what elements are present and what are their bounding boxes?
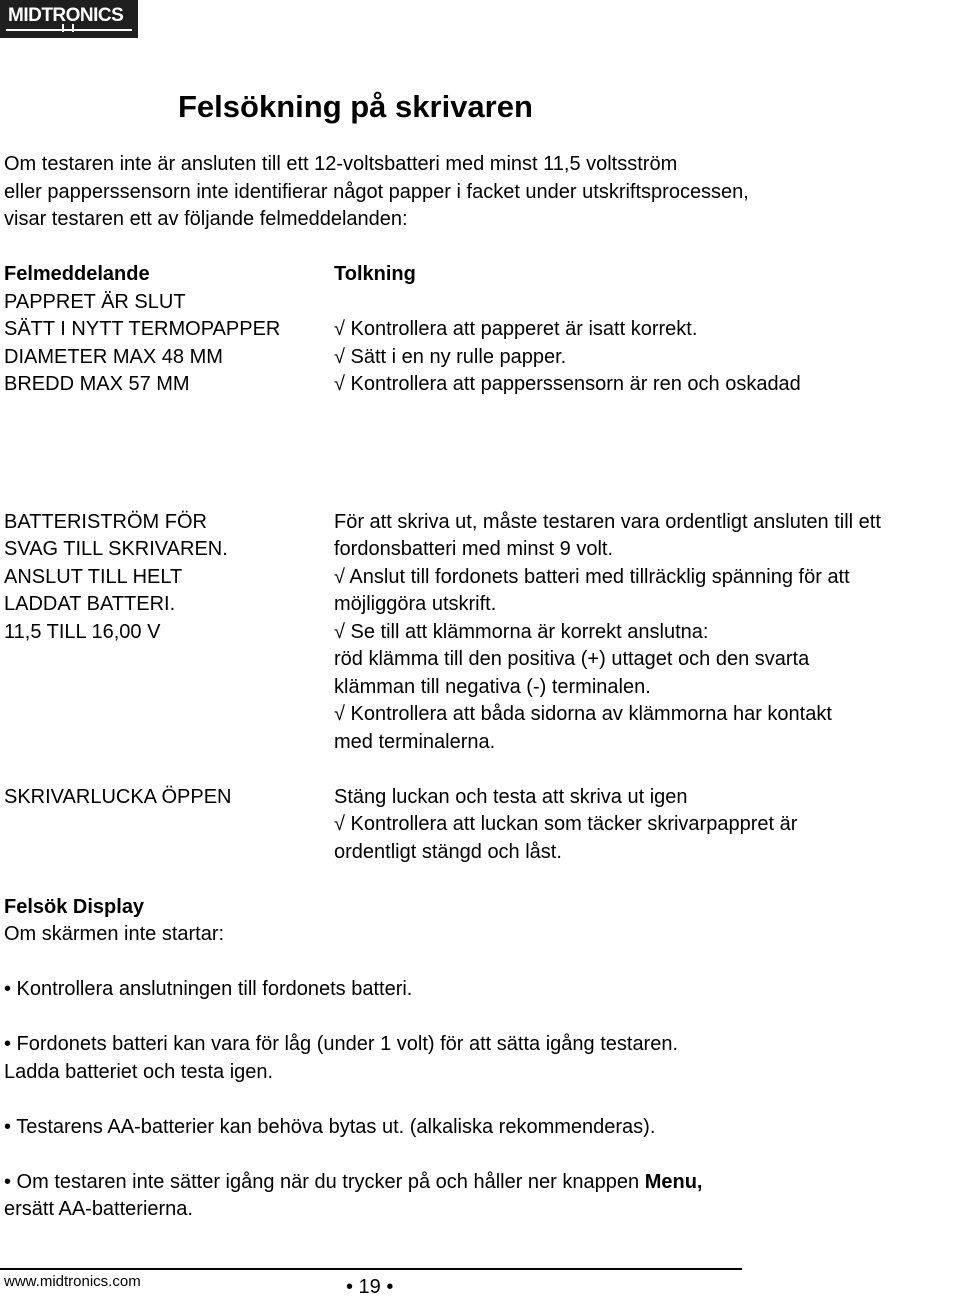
display-bullet-1: • Kontrollera anslutningen till fordonets batteri. — [4, 978, 413, 1000]
display-bullet-3: • Testarens AA-batterier kan behöva bytas ut. (alkaliska rekommenderas). — [4, 1116, 656, 1138]
paper-interpretation-3: √ Kontrollera att papperssensorn är ren och oskadad — [334, 373, 801, 395]
lid-message: SKRIVARLUCKA ÖPPEN — [4, 786, 232, 808]
paper-message-4: BREDD MAX 57 MM — [4, 373, 190, 395]
display-subheading: Om skärmen inte startar: — [4, 923, 225, 945]
display-bullet-2-line-1: • Fordonets batteri kan vara för låg (under 1 volt) för att sätta igång testaren. — [4, 1033, 679, 1055]
display-bullet-4-line-1 — [4, 1169, 702, 1197]
paper-message-1: PAPPRET ÄR SLUT — [4, 291, 186, 313]
display-heading: Felsök Display — [4, 896, 145, 918]
footer-url: www.midtronics.com — [4, 1273, 141, 1290]
battery-message-3: ANSLUT TILL HELT — [4, 566, 183, 588]
page-number: • 19 • — [346, 1276, 394, 1298]
battery-interpretation-7: klämman till negativa (-) terminalen. — [334, 676, 651, 698]
paper-interpretation-1: √ Kontrollera att papperet är isatt korrekt. — [334, 318, 698, 340]
battery-interpretation-5: √ Se till att klämmorna är korrekt anslutna: — [334, 621, 709, 643]
header-felmeddelande: Felmeddelande — [4, 263, 150, 285]
intro-line-3: visar testaren ett av följande felmeddelanden: — [4, 208, 408, 230]
paper-message-3: DIAMETER MAX 48 MM — [4, 346, 223, 368]
intro-line-2: eller papperssensorn inte identifierar något papper i facket under utskriftsprocessen, — [4, 181, 749, 203]
battery-message-5: 11,5 TILL 16,00 V — [4, 621, 161, 643]
battery-message-4: LADDAT BATTERI. — [4, 593, 176, 615]
display-bullet-4-line-2: ersätt AA-batterierna. — [4, 1198, 193, 1220]
battery-interpretation-3: √ Anslut till fordonets batteri med tillräcklig spänning för att — [334, 566, 850, 588]
battery-interpretation-8: √ Kontrollera att båda sidorna av klämmorna har kontakt — [334, 703, 832, 725]
lid-interpretation-2: √ Kontrollera att luckan som täcker skrivarpappret är — [334, 813, 798, 835]
battery-interpretation-9: med terminalerna. — [334, 731, 496, 753]
lid-interpretation-1: Stäng luckan och testa att skriva ut igen — [334, 786, 688, 808]
logo-text: MIDTRONICS — [8, 5, 124, 26]
battery-interpretation-1: För att skriva ut, måste testaren vara ordentligt ansluten till ett — [334, 511, 881, 533]
paper-message-2: SÄTT I NYTT TERMOPAPPER — [4, 318, 281, 340]
page-title: Felsökning på skrivaren — [178, 89, 533, 124]
battery-message-2: SVAG TILL SKRIVAREN. — [4, 538, 228, 560]
footer-rule — [0, 1268, 742, 1270]
display-bullet-4-text: • Om testaren inte sätter igång när du trycker på och håller ner knappen — [4, 1171, 645, 1193]
battery-message-1: BATTERISTRÖM FÖR — [4, 511, 207, 533]
header-tolkning: Tolkning — [334, 263, 416, 285]
intro-line-1: Om testaren inte är ansluten till ett 12-voltsbatteri med minst 11,5 voltsström — [4, 153, 678, 175]
display-bullet-2-line-2: Ladda batteriet och testa igen. — [4, 1061, 274, 1083]
paper-interpretation-2: √ Sätt i en ny rulle papper. — [334, 346, 567, 368]
menu-key-label: Menu, — [644, 1171, 703, 1193]
midtronics-logo — [0, 0, 138, 38]
battery-interpretation-4: möjliggöra utskrift. — [334, 593, 497, 615]
battery-interpretation-2: fordonsbatteri med minst 9 volt. — [334, 538, 614, 560]
logo-pulse-mark — [62, 24, 74, 32]
battery-interpretation-6: röd klämma till den positiva (+) uttaget och den svarta — [334, 648, 810, 670]
lid-interpretation-3: ordentligt stängd och låst. — [334, 841, 562, 863]
